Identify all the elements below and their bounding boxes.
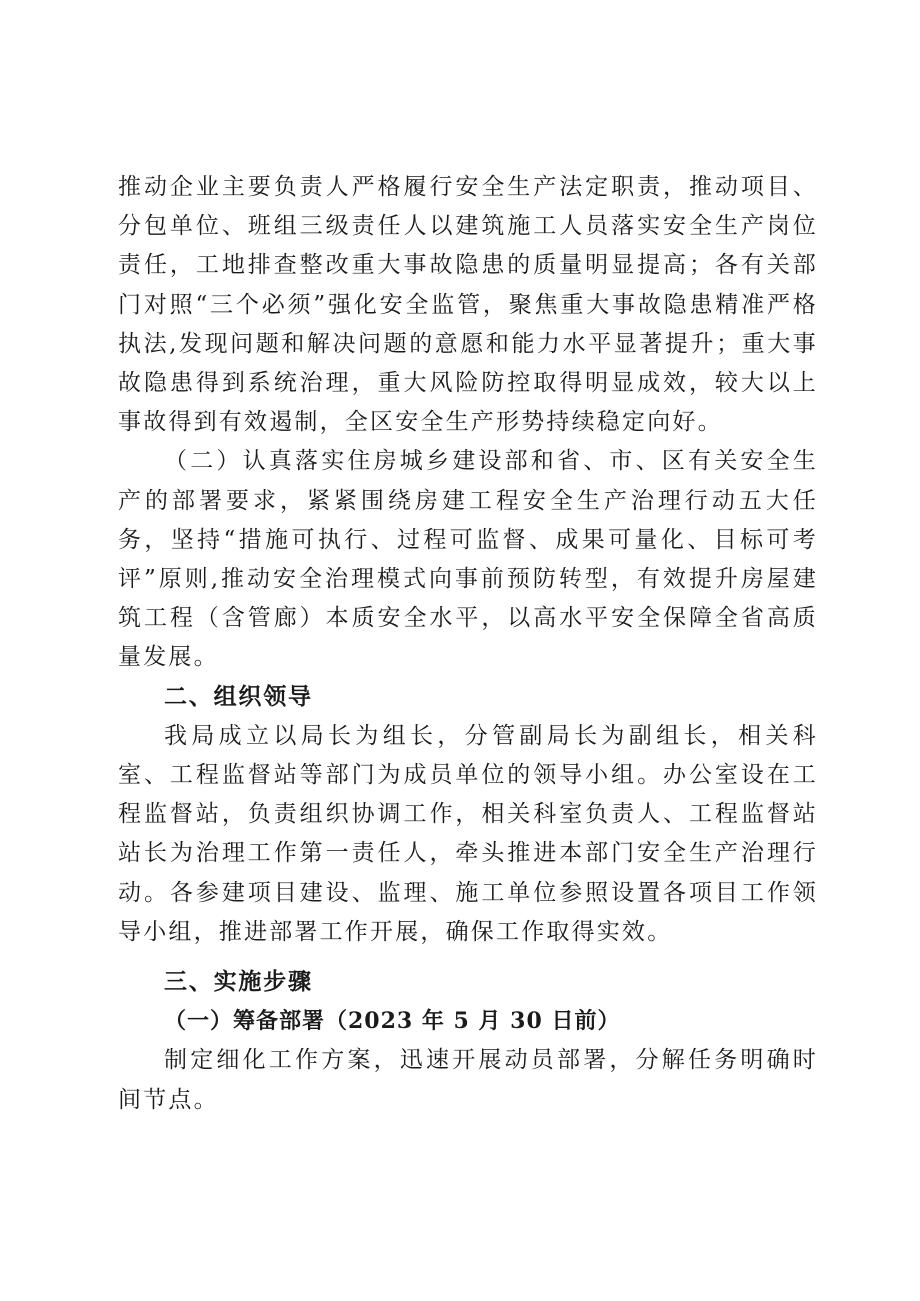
paragraph-organization: 我局成立以局长为组长，分管副局长为副组长，相关科室、工程监督站等部门为成员单位的领导小组。办公室设在工程监督站，负责组织协调工作，相关科室负责人、工程监督站站长为治理工作第一责任人，牵头推进本部门安全生产治理行动。各参建项目建设、监理、施工单位参照设置各项目工作领导小组，推进部署工作开展，确保工作取得实效。 <box>118 722 818 945</box>
paragraph-section-1-item-2: （二）认真落实住房城乡建设部和省、市、区有关安全生产的部署要求，紧紧围绕房建工程安全生产治理行动五大任务，坚持“措施可执行、过程可监督、成果可量化、目标可考评”原则,推动安全治理模式向事前预防转型，有效提升房屋建筑工程（含管廊）本质安全水平，以高水平安全保障全省高质量发展。 <box>118 448 818 671</box>
subheading-preparation: （一）筹备部署（2023 年 5 月 30 日前） <box>164 1008 621 1035</box>
section-heading-implementation: 三、实施步骤 <box>164 969 313 996</box>
document-body <box>118 168 818 1120</box>
section-heading-organization: 二、组织领导 <box>164 683 313 710</box>
paragraph-preparation: 制定细化工作方案，迅速开展动员部署，分解任务明确时间节点。 <box>118 1047 818 1113</box>
paragraph-goals-continued: 推动企业主要负责人严格履行安全生产法定职责，推动项目、分包单位、班组三级责任人以建筑施工人员落实安全生产岗位责任，工地排查整改重大事故隐患的质量明显提高；各有关部门对照“三个必须”强化安全监管，聚焦重大事故隐患精准严格执法,发现问题和解决问题的意愿和能力水平显著提升；重大事故隐患得到系统治理，重大风险防控取得明显成效，较大以上事故得到有效遏制，全区安全生产形势持续稳定向好。 <box>118 174 818 436</box>
